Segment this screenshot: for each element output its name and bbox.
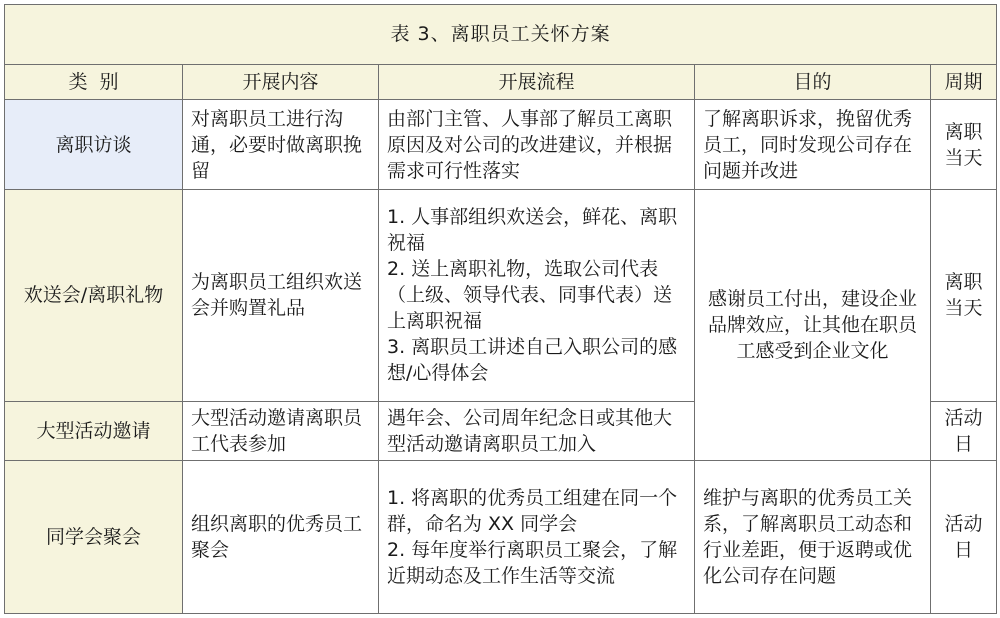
process-step: 2. 送上离职礼物，选取公司代表（上级、领导代表、同事代表）送上离职祝福 <box>387 258 673 333</box>
title-row <box>5 5 997 65</box>
row-period: 活动日 <box>931 401 997 461</box>
row-content: 大型活动邀请离职员工代表参加 <box>183 401 379 461</box>
row-category: 欢送会/离职礼物 <box>5 190 183 401</box>
process-step: 2. 每年度举行离职员工聚会，了解近期动态及工作生活等交流 <box>387 539 678 588</box>
row-category: 离职访谈 <box>5 100 183 190</box>
row-category: 同学会聚会 <box>5 461 183 614</box>
table-title: 表 3、离职员工关怀方案 <box>5 5 997 65</box>
row-period: 离职当天 <box>931 190 997 401</box>
header-goal: 目的 <box>695 64 931 99</box>
header-row <box>5 64 997 99</box>
row-process <box>379 461 695 614</box>
row-content: 对离职员工进行沟通，必要时做离职挽留 <box>183 100 379 190</box>
row-content: 为离职员工组织欢送会并购置礼品 <box>183 190 379 401</box>
row-goal: 感谢员工付出，建设企业品牌效应，让其他在职员工感受到企业文化 <box>695 190 931 461</box>
row-content: 组织离职的优秀员工聚会 <box>183 461 379 614</box>
row-category: 大型活动邀请 <box>5 401 183 461</box>
process-step: 1. 人事部组织欢送会，鲜花、离职祝福 <box>387 206 678 255</box>
table-row <box>5 461 997 614</box>
table-row <box>5 190 997 401</box>
process-step: 1. 将离职的优秀员工组建在同一个群，命名为 XX 同学会 <box>387 487 678 536</box>
process-step: 3. 离职员工讲述自己入职公司的感想/心得体会 <box>387 336 678 385</box>
row-process: 由部门主管、人事部了解员工离职原因及对公司的改进建议，并根据需求可行性落实 <box>379 100 695 190</box>
row-process: 遇年会、公司周年纪念日或其他大型活动邀请离职员工加入 <box>379 401 695 461</box>
header-period: 周期 <box>931 64 997 99</box>
row-period: 活动日 <box>931 461 997 614</box>
header-category: 类 别 <box>5 64 183 99</box>
care-plan-table-container <box>4 4 996 614</box>
header-content: 开展内容 <box>183 64 379 99</box>
table-row <box>5 100 997 190</box>
row-goal: 维护与离职的优秀员工关系，了解离职员工动态和行业差距，便于返聘或优化公司存在问题 <box>695 461 931 614</box>
row-goal: 了解离职诉求，挽留优秀员工，同时发现公司存在问题并改进 <box>695 100 931 190</box>
row-period: 离职当天 <box>931 100 997 190</box>
care-plan-table <box>4 4 997 614</box>
header-process: 开展流程 <box>379 64 695 99</box>
row-process <box>379 190 695 401</box>
